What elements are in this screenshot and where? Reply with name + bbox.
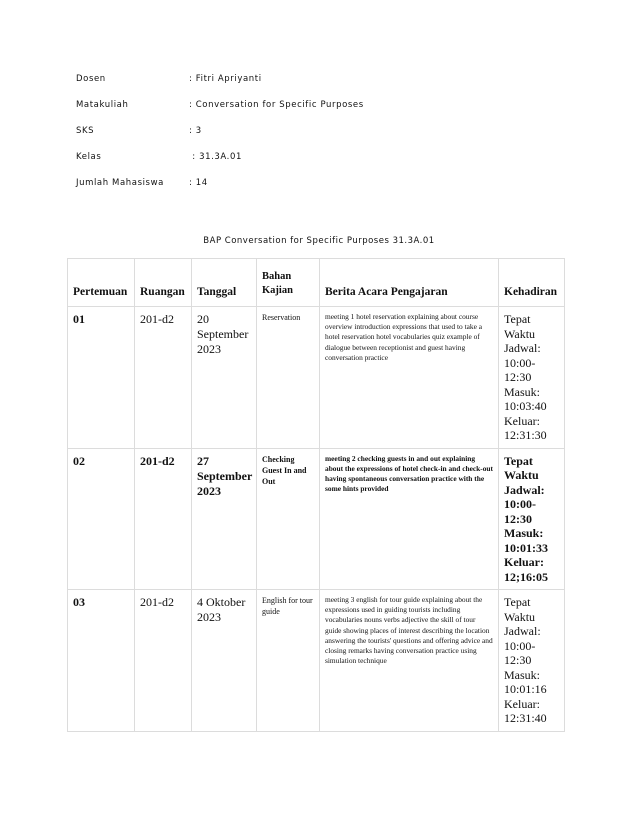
cell-bahan-kajian: Reservation <box>257 307 320 449</box>
cell-pertemuan: 02 <box>68 448 135 590</box>
kelas-label: Kelas <box>76 152 102 162</box>
jumlah-value: : 14 <box>189 178 208 188</box>
header-kehadiran: Kehadiran <box>499 259 565 307</box>
header-tanggal: Tanggal <box>192 259 257 307</box>
table-header-row <box>68 259 565 307</box>
dosen-value: : Fitri Apriyanti <box>189 74 262 84</box>
cell-kehadiran: Tepat Waktu Jadwal: 10:00-12:30 Masuk: 10:01:33 Keluar: 12;16:05 <box>499 448 565 590</box>
cell-ruangan: 201-d2 <box>135 307 192 449</box>
matakuliah-value: : Conversation for Specific Purposes <box>189 100 364 110</box>
header-ruangan: Ruangan <box>135 259 192 307</box>
sks-label: SKS <box>76 126 95 136</box>
header-berita-acara: Berita Acara Pengajaran <box>320 259 499 307</box>
jumlah-row <box>76 178 364 204</box>
jumlah-label: Jumlah Mahasiswa <box>76 178 164 188</box>
course-info <box>76 74 364 204</box>
cell-tanggal: 20 September 2023 <box>192 307 257 449</box>
table-row <box>68 448 565 590</box>
cell-ruangan: 201-d2 <box>135 590 192 732</box>
matakuliah-label: Matakuliah <box>76 100 129 110</box>
cell-bahan-kajian: English for tour guide <box>257 590 320 732</box>
cell-tanggal: 4 Oktober 2023 <box>192 590 257 732</box>
sks-row <box>76 126 364 152</box>
table-title: BAP Conversation for Specific Purposes 31.3A.01 <box>203 236 435 246</box>
table-row <box>68 590 565 732</box>
table-row <box>68 307 565 449</box>
cell-ruangan: 201-d2 <box>135 448 192 590</box>
cell-kehadiran: Tepat Waktu Jadwal: 10:00-12:30 Masuk: 10:03:40 Keluar: 12:31:30 <box>499 307 565 449</box>
cell-pertemuan: 01 <box>68 307 135 449</box>
dosen-row <box>76 74 364 100</box>
cell-kehadiran: Tepat Waktu Jadwal: 10:00-12:30 Masuk: 10:01:16 Keluar: 12:31:40 <box>499 590 565 732</box>
cell-berita-acara: meeting 1 hotel reservation explaining about course overview introduction expressions that used to take a hotel reservation hotel vocabularies quiz example of dialogue between receptionist and guest having conversation practice <box>320 307 499 449</box>
dosen-label: Dosen <box>76 74 106 84</box>
kelas-row <box>76 152 364 178</box>
sks-value: : 3 <box>189 126 202 136</box>
header-pertemuan: Pertemuan <box>68 259 135 307</box>
matakuliah-row <box>76 100 364 126</box>
bap-table <box>67 258 565 732</box>
cell-bahan-kajian: Checking Guest In and Out <box>257 448 320 590</box>
cell-tanggal: 27 September 2023 <box>192 448 257 590</box>
kelas-value: : 31.3A.01 <box>189 152 242 162</box>
header-bahan-kajian: Bahan Kajian <box>257 259 320 307</box>
cell-berita-acara: meeting 3 english for tour guide explaining about the expressions used in guiding tourists including vocabularies nouns verbs adjective the skill of tour guide showing places of interest describing the location answering the tourists' questions and offering advice and closing remarks having conversation practice using simulation technique <box>320 590 499 732</box>
cell-pertemuan: 03 <box>68 590 135 732</box>
cell-berita-acara: meeting 2 checking guests in and out explaining about the expressions of hotel check-in and check-out having spontaneous conversation practice with the some hints provided <box>320 448 499 590</box>
